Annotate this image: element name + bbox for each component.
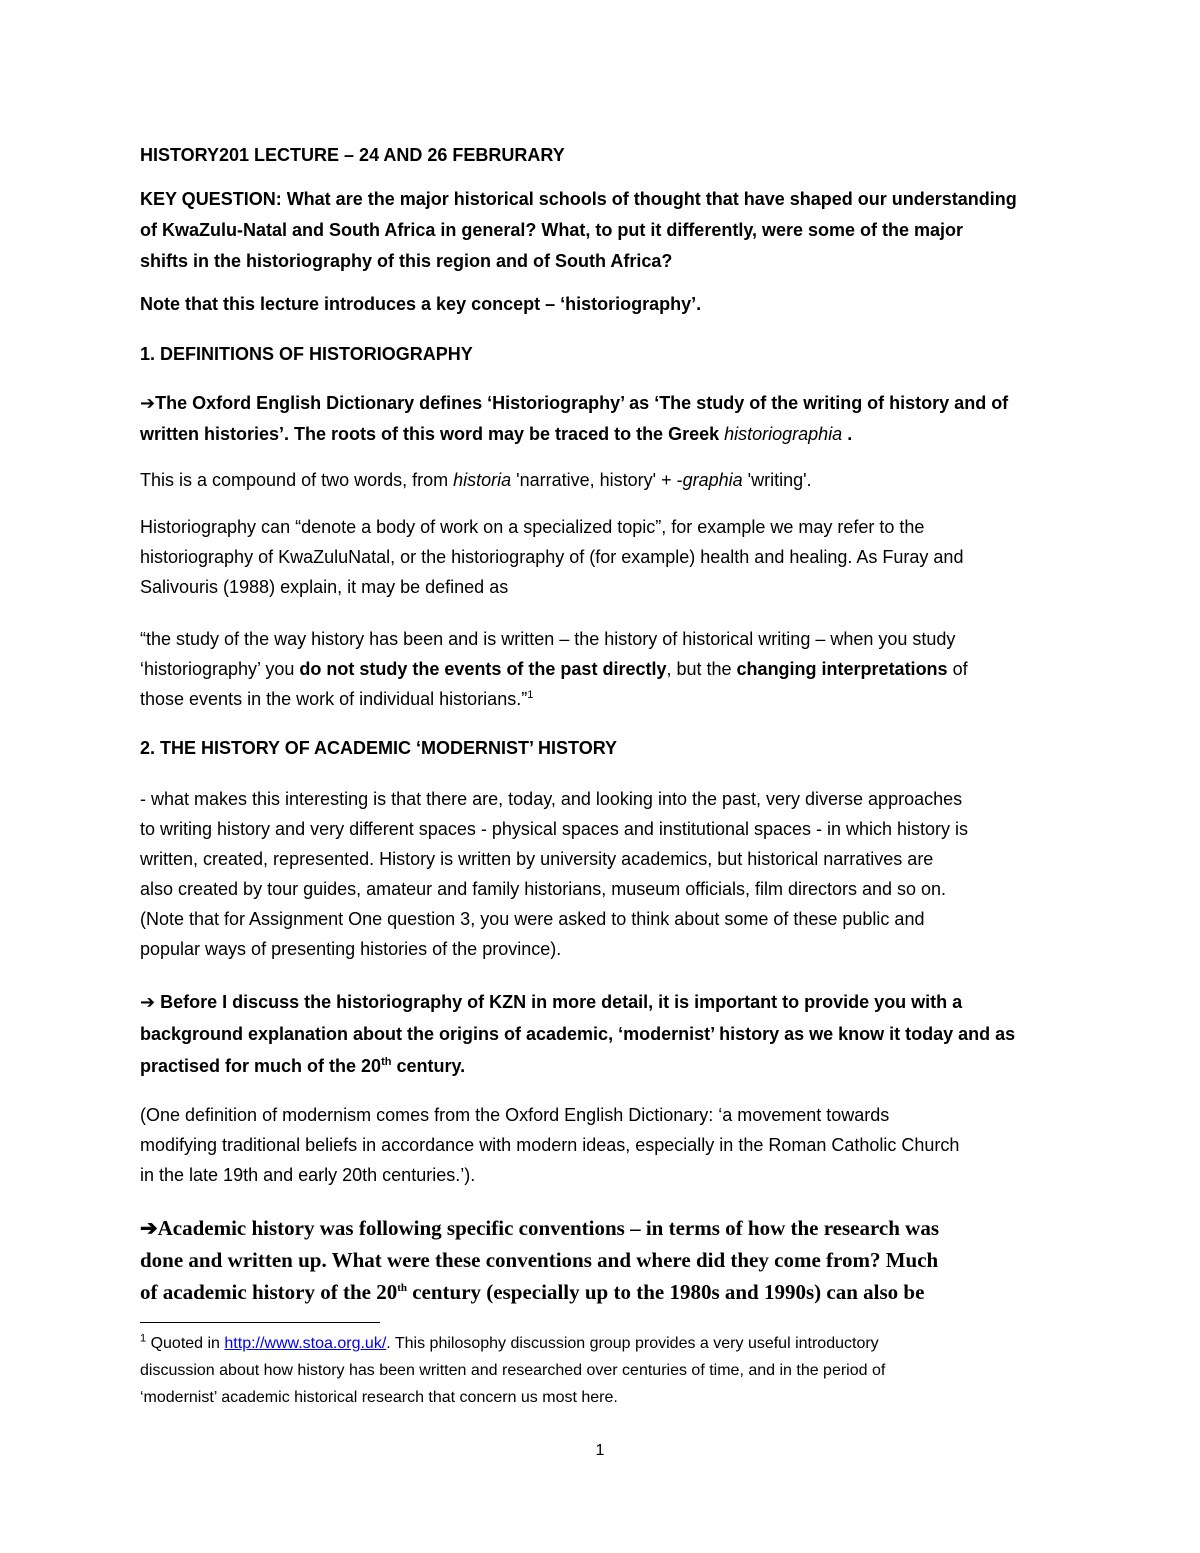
diverse-approaches-paragraph: - what makes this interesting is that there are, today, and looking into the past, very diverse approaches to writing history and very different spaces - physical spaces and institutional spaces - in which history is written, created, represented. History is written by university academics, but historical narratives are also created by tour guides, amateur and family historians, museum officials, film directors and so on. (Note that for Assignment One question 3, you were asked to think about some of these public and popular ways of presenting histories of the province). — [140, 789, 969, 959]
stoa-link[interactable]: http://www.stoa.org.uk/ — [224, 1335, 387, 1352]
modernism-definition: (One definition of modernism comes from the Oxford English Dictionary: ‘a movement towards modifying traditional beliefs in accordance with modern ideas, especially in the Roman Catholic Church in the late 19th and early 20th centuries.’). — [140, 1105, 960, 1185]
historiography-paragraph: Historiography can “denote a body of work on a specialized topic”, for example we may refer to the historiography of KwaZuluNatal, or the historiography of (for example) health and healing. As Furay and Salivouris (1988) explain, it may be defined as — [140, 517, 964, 597]
arrow-icon: ➔ — [140, 393, 156, 413]
footnote-separator — [140, 1322, 380, 1323]
footnote: $^1$ Quoted in http://www.stoa.org.uk/. This philosophy discussion group provides a very useful introductory discussion about how history has been written and researched over centuries of time, and in the period of ‘modernist’ academic historical research that concern us most here. — [140, 1332, 886, 1406]
compound-sentence: This is a compound of two words, from historia 'narrative, history' + -graphia 'writing'. — [140, 470, 812, 490]
page-number: 1 — [595, 1442, 605, 1459]
lecture-title: HISTORY201 LECTURE – 24 AND 26 FEBRURARY — [140, 145, 565, 165]
oed-definition: ➔The Oxford English Dictionary defines ‘Historiography’ as ‘The study of the writing of history and of written histories’. The roots of this word may be traced to the Greek historiographia . — [140, 393, 1009, 444]
note-line: Note that this lecture introduces a key concept – ‘historiography’. — [140, 294, 702, 314]
background-explanation: ➔ Before I discuss the historiography of KZN in more detail, it is important to provide you with a background explanation about the origins of academic, ‘modernist’ history as we know it today and as practised for much of the 20th century. — [140, 992, 1016, 1076]
key-question-line: shifts in the historiography of this region and of South Africa? — [140, 251, 673, 271]
key-question — [140, 184, 1065, 277]
footnote-marker: 1 — [140, 1332, 147, 1345]
section1-heading: 1. DEFINITIONS OF HISTORIOGRAPHY — [140, 344, 473, 364]
academic-conventions: ➔Academic history was following specific conventions – in terms of how the research was done and written up. What were these conventions and where did they come from? Much of academic history of the 20th century (especially up to the 1980s and 1990s) can also be — [140, 1216, 940, 1304]
key-question-line: of KwaZulu-Natal and South Africa in general? What, to put it differently, were some of the major — [140, 220, 964, 240]
arrow-icon: ➔ — [140, 992, 156, 1012]
footnote-ref: 1 — [527, 689, 534, 701]
key-question-line: KEY QUESTION: What are the major historical schools of thought that have shaped our understanding — [140, 189, 1017, 209]
quoted-definition: “the study of the way history has been and is written – the history of historical writing – when you study ‘historiography’ you do not study the events of the past directly, but the changing interpretations of those events in the work of individual historians.”$^1$ — [140, 629, 968, 709]
section2-heading: 2. THE HISTORY OF ACADEMIC ‘MODERNIST’ HISTORY — [140, 738, 618, 758]
arrow-icon: ➔ — [140, 1216, 158, 1240]
document-page — [140, 140, 1065, 1308]
